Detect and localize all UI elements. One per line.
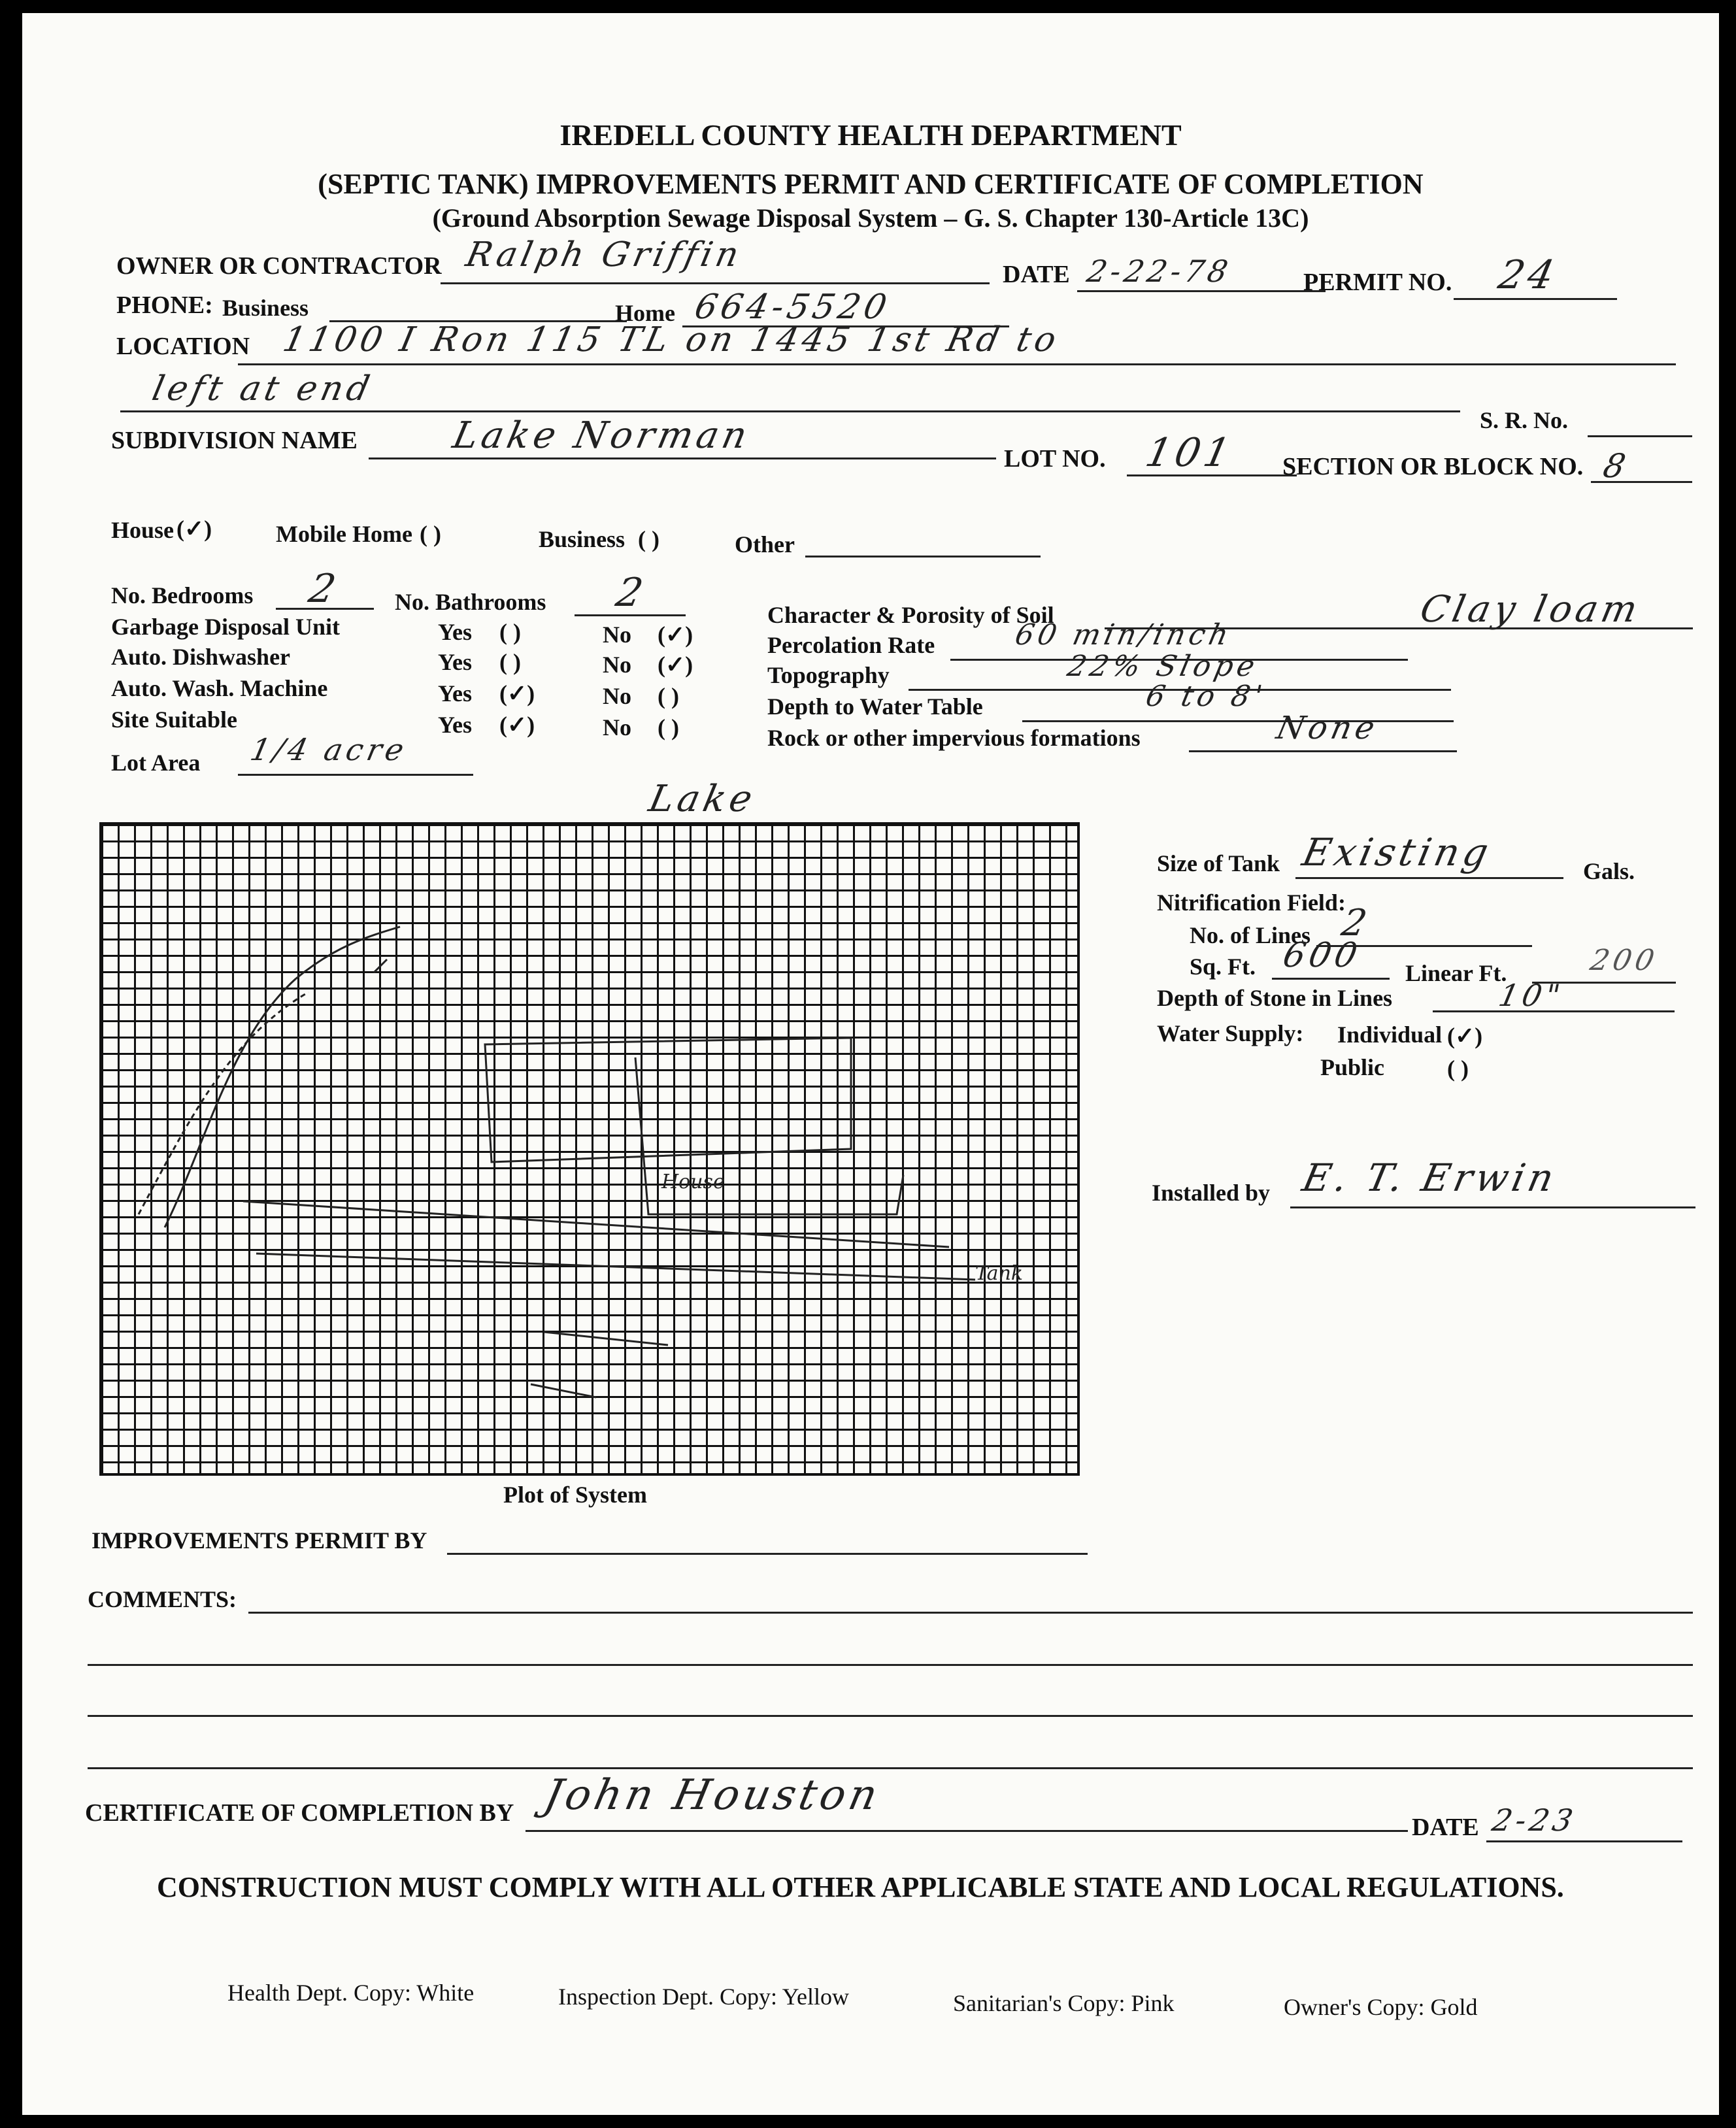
tank-size-label: Size of Tank xyxy=(1157,850,1280,876)
sqft-value[interactable]: 600 xyxy=(1279,936,1365,975)
permit-label: PERMIT NO. xyxy=(1303,269,1452,296)
water-table-line xyxy=(1022,720,1454,722)
sr-line xyxy=(1588,435,1692,437)
subdivision-value[interactable]: Lake Norman xyxy=(449,414,755,457)
location-line-2 xyxy=(120,410,1460,412)
lot-label: LOT NO. xyxy=(1004,445,1106,473)
date-label: DATE xyxy=(1003,261,1070,288)
percolation-value[interactable]: 60 min/inch xyxy=(1012,618,1235,652)
lot-area-line xyxy=(238,774,473,776)
water-table-value[interactable]: 6 to 8' xyxy=(1143,680,1269,713)
owner-label: OWNER OR CONTRACTOR xyxy=(116,252,442,280)
comments-line-4[interactable] xyxy=(88,1767,1693,1769)
section-label: SECTION OR BLOCK NO. xyxy=(1282,453,1584,480)
improvements-permit-label: IMPROVEMENTS PERMIT BY xyxy=(92,1527,427,1554)
rock-value[interactable]: None xyxy=(1273,710,1382,746)
linear-label: Linear Ft. xyxy=(1405,960,1507,986)
copy-health-dept: Health Dept. Copy: White xyxy=(227,1980,475,2006)
check-no-label: No xyxy=(603,683,631,709)
stone-depth-value[interactable]: 10" xyxy=(1495,978,1567,1013)
topography-value[interactable]: 22% Slope xyxy=(1064,650,1262,683)
lot-area-value[interactable]: 1/4 acre xyxy=(247,732,411,767)
lake-shore-arc-2 xyxy=(139,992,309,1214)
plot-sketch xyxy=(99,822,1080,1476)
other-line xyxy=(805,556,1041,557)
certificate-date-line xyxy=(1486,1840,1682,1842)
tank-size-value[interactable]: Existing xyxy=(1298,830,1496,874)
form-title: (SEPTIC TANK) IMPROVEMENTS PERMIT AND CERTIFICATE OF COMPLETION xyxy=(318,168,1424,200)
home-phone-label: Home xyxy=(615,300,675,326)
location-line1-value[interactable]: 1100 I Ron 115 TL on 1445 1st Rd to xyxy=(279,320,1063,359)
lot-area-label: Lot Area xyxy=(111,750,201,776)
check-yes-box[interactable]: ( ) xyxy=(499,619,521,645)
certificate-date-label: DATE xyxy=(1412,1814,1479,1841)
certificate-line xyxy=(526,1830,1408,1832)
subdivision-label: SUBDIVISION NAME xyxy=(111,427,358,454)
public-checkbox[interactable]: ( ) xyxy=(1447,1056,1469,1082)
plot-caption: Plot of System xyxy=(503,1482,647,1508)
check-no-box[interactable]: ( ) xyxy=(658,714,679,740)
house-checkbox[interactable]: (✓) xyxy=(176,516,212,542)
gals-label: Gals. xyxy=(1583,858,1635,884)
tank-line xyxy=(544,1332,668,1345)
check-no-label: No xyxy=(603,652,631,678)
check-no-box[interactable]: (✓) xyxy=(658,622,693,648)
water-supply-label: Water Supply: xyxy=(1157,1020,1304,1046)
business-phone-label: Business xyxy=(222,295,309,321)
lake-shore-arc xyxy=(165,927,400,1227)
owner-value[interactable]: Ralph Griffin xyxy=(462,235,746,274)
certificate-signature[interactable]: John Houston xyxy=(540,1771,886,1820)
mobile-home-label: Mobile Home xyxy=(276,521,412,547)
lines-value[interactable]: 2 xyxy=(1338,902,1375,944)
topography-label: Topography xyxy=(767,662,890,688)
house-outline xyxy=(485,1038,851,1162)
location-label: LOCATION xyxy=(116,333,250,360)
tank-line-2 xyxy=(531,1384,596,1397)
check-yes-label: Yes xyxy=(438,712,472,738)
soil-character-value[interactable]: Clay loam xyxy=(1416,588,1645,631)
lot-value[interactable]: 101 xyxy=(1141,430,1238,476)
rock-line xyxy=(1189,750,1457,752)
date-line xyxy=(1077,290,1326,292)
check-label: Garbage Disposal Unit xyxy=(111,614,341,640)
sqft-line xyxy=(1272,978,1390,980)
check-yes-label: Yes xyxy=(438,619,472,645)
lake-shore-line xyxy=(374,959,387,973)
check-yes-box[interactable]: ( ) xyxy=(499,649,521,675)
comments-line-1[interactable] xyxy=(248,1612,1693,1614)
copy-inspection-dept: Inspection Dept. Copy: Yellow xyxy=(558,1984,849,2010)
mobile-home-checkbox[interactable]: ( ) xyxy=(420,521,441,547)
water-table-label: Depth to Water Table xyxy=(767,693,983,720)
phone-label: PHONE: xyxy=(116,291,213,319)
house-label: House xyxy=(111,517,175,543)
date-value[interactable]: 2-22-78 xyxy=(1084,254,1235,289)
nitrification-label: Nitrification Field: xyxy=(1157,889,1346,916)
certificate-date-value[interactable]: 2-23 xyxy=(1489,1803,1580,1838)
improvements-permit-line xyxy=(447,1553,1088,1555)
permit-form xyxy=(22,13,1719,2115)
comments-line-2[interactable] xyxy=(88,1664,1693,1666)
lake-note: Lake xyxy=(645,778,760,820)
form-subtitle: (Ground Absorption Sewage Disposal System – G. S. Chapter 130-Article 13C) xyxy=(432,203,1309,233)
location-line-1 xyxy=(238,363,1676,365)
individual-label: Individual xyxy=(1337,1022,1443,1048)
percolation-label: Percolation Rate xyxy=(767,632,935,658)
rock-label: Rock or other impervious formations xyxy=(767,725,1141,751)
business-type-checkbox[interactable]: ( ) xyxy=(638,526,659,552)
field-line-1 xyxy=(243,1201,949,1247)
bedrooms-label: No. Bedrooms xyxy=(111,582,254,608)
bathrooms-value[interactable]: 2 xyxy=(612,570,651,616)
copy-owner: Owner's Copy: Gold xyxy=(1284,1994,1478,2020)
comments-line-3[interactable] xyxy=(88,1715,1693,1717)
tank-sketch-note: Tank xyxy=(975,1262,1024,1285)
department-title: IREDELL COUNTY HEALTH DEPARTMENT xyxy=(559,118,1182,152)
tank-size-line xyxy=(1295,877,1563,879)
check-yes-label: Yes xyxy=(438,680,472,707)
home-phone-value[interactable]: 664-5520 xyxy=(691,288,894,327)
owner-line xyxy=(441,282,990,284)
soil-character-label: Character & Porosity of Soil xyxy=(767,602,1054,628)
lines-label: No. of Lines xyxy=(1190,922,1311,948)
check-no-label: No xyxy=(603,714,631,740)
certificate-label: CERTIFICATE OF COMPLETION BY xyxy=(85,1799,514,1827)
subdivision-line xyxy=(369,457,996,459)
field-line-2 xyxy=(256,1254,975,1280)
check-yes-box[interactable]: (✓) xyxy=(499,712,535,738)
check-yes-box[interactable]: (✓) xyxy=(499,680,535,707)
check-label: Auto. Dishwasher xyxy=(111,644,291,670)
compliance-notice: CONSTRUCTION MUST COMPLY WITH ALL OTHER APPLICABLE STATE AND LOCAL REGULATIONS. xyxy=(157,1871,1564,1903)
stone-depth-label: Depth of Stone in Lines xyxy=(1157,985,1393,1011)
comments-label: COMMENTS: xyxy=(88,1586,237,1612)
check-no-label: No xyxy=(603,622,631,648)
public-label: Public xyxy=(1320,1054,1385,1080)
installed-by-label: Installed by xyxy=(1152,1180,1271,1206)
other-label: Other xyxy=(735,531,795,557)
permit-line xyxy=(1454,298,1617,300)
bedrooms-value[interactable]: 2 xyxy=(305,566,344,612)
individual-checkbox[interactable]: (✓) xyxy=(1447,1023,1483,1049)
linear-value[interactable]: 200 xyxy=(1587,944,1661,977)
sr-label: S. R. No. xyxy=(1480,407,1569,433)
sqft-label: Sq. Ft. xyxy=(1190,954,1256,980)
installed-by-value[interactable]: E. T. Erwin xyxy=(1298,1155,1562,1200)
copy-sanitarian: Sanitarian's Copy: Pink xyxy=(953,1990,1175,2016)
installed-by-line xyxy=(1290,1206,1695,1208)
business-type-label: Business xyxy=(539,526,626,552)
check-no-box[interactable]: (✓) xyxy=(658,652,693,678)
check-yes-label: Yes xyxy=(438,649,472,675)
check-label: Site Suitable xyxy=(111,707,238,733)
bathrooms-label: No. Bathrooms xyxy=(395,589,546,615)
house-sketch-note: House xyxy=(661,1171,725,1193)
section-value[interactable]: 8 xyxy=(1599,447,1633,485)
location-line2-value[interactable]: left at end xyxy=(148,369,377,408)
check-label: Auto. Wash. Machine xyxy=(111,675,328,701)
permit-value[interactable]: 24 xyxy=(1494,252,1562,298)
check-no-box[interactable]: ( ) xyxy=(658,683,679,709)
